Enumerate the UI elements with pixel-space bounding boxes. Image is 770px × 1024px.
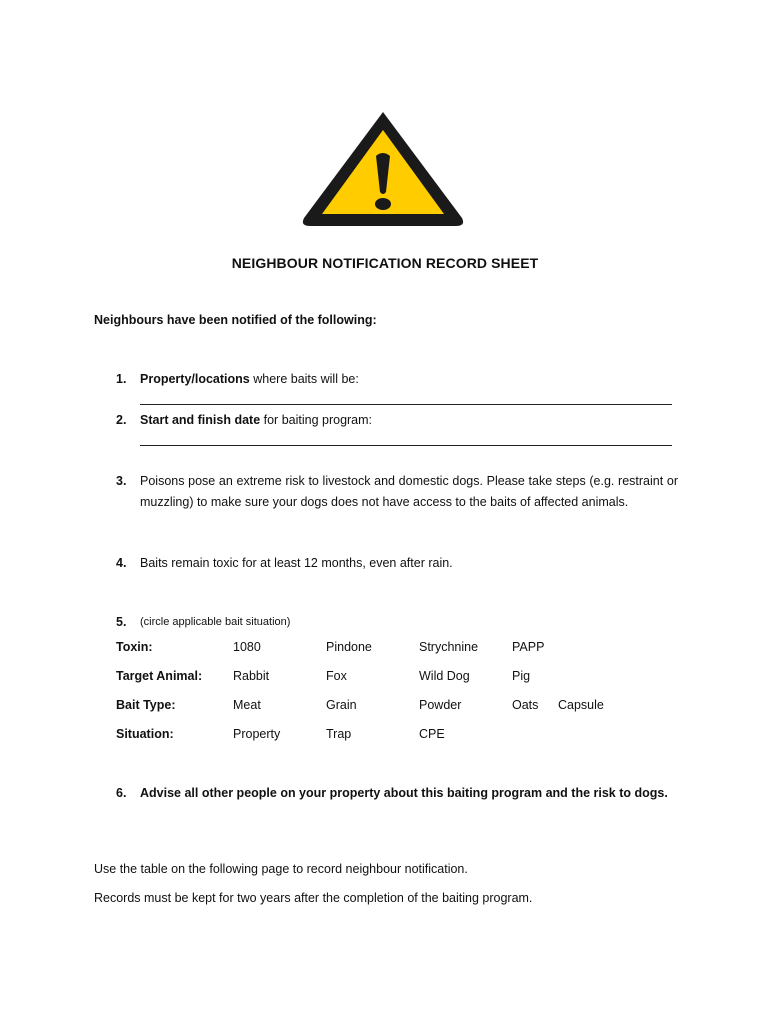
row-label: Situation: <box>116 727 174 741</box>
item-text: Baits remain toxic for at least 12 months, even after rain. <box>140 556 453 570</box>
fill-in-line[interactable] <box>140 445 672 446</box>
bait-option[interactable]: Oats <box>512 698 539 712</box>
bait-option[interactable]: Fox <box>326 669 347 683</box>
item-number: 4. <box>116 556 127 570</box>
list-item-4 <box>116 553 678 574</box>
item-text: Advise all other people on your property about this baiting program and the risk to dogs. <box>140 786 668 800</box>
list-item-2 <box>116 410 678 446</box>
item-number: 3. <box>116 474 127 488</box>
item-text: for baiting program: <box>260 413 373 427</box>
row-label: Bait Type: <box>116 698 176 712</box>
bait-option[interactable]: Trap <box>326 727 352 741</box>
bait-option[interactable]: Powder <box>419 698 462 712</box>
item-bold-label: Property/locations <box>140 372 250 386</box>
list-item-6 <box>116 783 678 803</box>
footer-note: Records must be kept for two years after the completion of the baiting program. <box>94 891 533 905</box>
bait-option[interactable]: Rabbit <box>233 669 270 683</box>
page-title: NEIGHBOUR NOTIFICATION RECORD SHEET <box>231 255 539 271</box>
row-label: Toxin: <box>116 640 153 654</box>
bait-option[interactable]: Pindone <box>326 640 372 654</box>
bait-option[interactable]: CPE <box>419 727 445 741</box>
bait-option[interactable]: Grain <box>326 698 357 712</box>
item-number: 2. <box>116 413 127 427</box>
item-number: 1. <box>116 372 127 386</box>
list-item-1 <box>116 369 678 405</box>
row-label: Target Animal: <box>116 669 203 683</box>
bait-option[interactable]: Capsule <box>558 698 604 712</box>
bait-option[interactable]: Wild Dog <box>419 669 470 683</box>
fill-in-line[interactable] <box>140 404 672 405</box>
item-text: Poisons pose an extreme risk to livestock and domestic dogs. Please take steps (e.g. restraint or muzzling) to make sure your dogs does not have access to the baits of affected animals. <box>140 474 678 509</box>
item-bold-label: Start and finish date <box>140 413 261 427</box>
bait-option[interactable]: PAPP <box>512 640 545 654</box>
bait-option[interactable]: 1080 <box>233 640 261 654</box>
list-item-3 <box>116 471 678 513</box>
item-number: 5. <box>116 615 127 629</box>
footer-note: Use the table on the following page to record neighbour notification. <box>94 862 468 876</box>
intro-text: Neighbours have been notified of the following: <box>94 313 377 327</box>
bait-option[interactable]: Meat <box>233 698 261 712</box>
bait-option[interactable]: Strychnine <box>419 640 479 654</box>
warning-triangle-icon <box>298 106 468 230</box>
bait-option[interactable]: Pig <box>512 669 531 683</box>
item-text: (circle applicable bait situation) <box>140 616 291 628</box>
item-text: where baits will be: <box>249 372 359 386</box>
bait-option[interactable]: Property <box>233 727 281 741</box>
list-item-5 <box>116 612 678 633</box>
item-number: 6. <box>116 786 127 800</box>
